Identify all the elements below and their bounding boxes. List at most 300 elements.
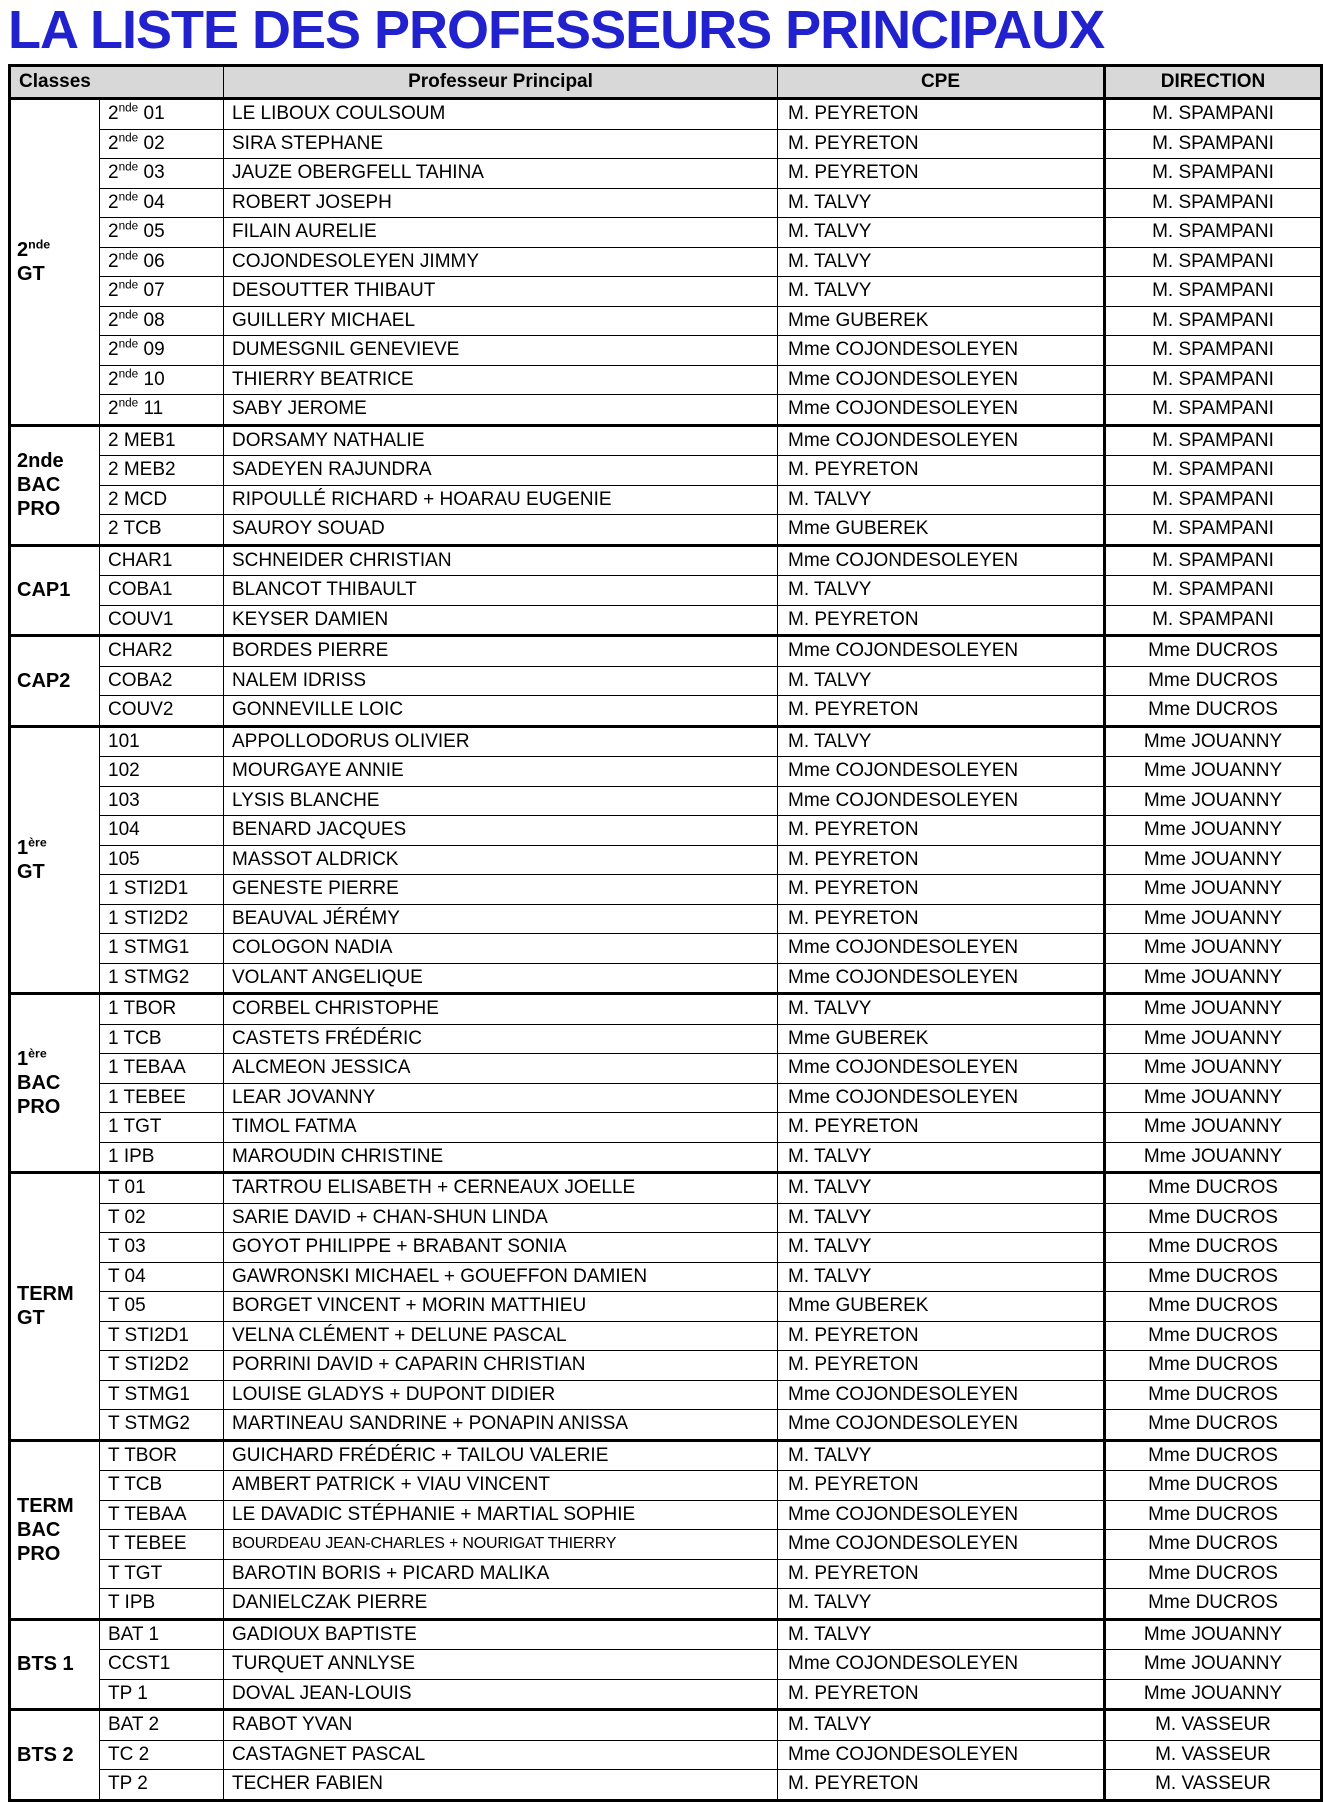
class-code-cell: 2nde 05 — [100, 218, 224, 248]
table-row — [10, 1203, 1322, 1233]
cpe-cell: M. TALVY — [778, 1142, 1105, 1173]
class-code-cell: 2nde 09 — [100, 336, 224, 366]
class-code-cell: T STI2D2 — [100, 1351, 224, 1381]
table-row — [10, 1024, 1322, 1054]
table-row — [10, 963, 1322, 994]
direction-cell: Mme DUCROS — [1105, 1173, 1322, 1204]
professor-cell: SARIE DAVID + CHAN-SHUN LINDA — [224, 1203, 778, 1233]
direction-cell: Mme JOUANNY — [1105, 1024, 1322, 1054]
table-row — [10, 1292, 1322, 1322]
class-code-cell: BAT 2 — [100, 1710, 224, 1741]
direction-cell: Mme DUCROS — [1105, 1471, 1322, 1501]
cpe-cell: Mme COJONDESOLEYEN — [778, 1740, 1105, 1770]
class-code-cell: T 01 — [100, 1173, 224, 1204]
direction-cell: Mme JOUANNY — [1105, 904, 1322, 934]
cpe-cell: Mme GUBEREK — [778, 515, 1105, 546]
professor-cell: CASTAGNET PASCAL — [224, 1740, 778, 1770]
cpe-cell: M. PEYRETON — [778, 1471, 1105, 1501]
professor-cell: GENESTE PIERRE — [224, 875, 778, 905]
table-row — [10, 1410, 1322, 1441]
cpe-cell: Mme GUBEREK — [778, 1024, 1105, 1054]
professor-cell: JAUZE OBERGFELL TAHINA — [224, 159, 778, 189]
table-row — [10, 485, 1322, 515]
cpe-cell: M. PEYRETON — [778, 605, 1105, 636]
professor-cell: BLANCOT THIBAULT — [224, 576, 778, 606]
table-row — [10, 188, 1322, 218]
cpe-cell: M. TALVY — [778, 1589, 1105, 1620]
professor-cell: AMBERT PATRICK + VIAU VINCENT — [224, 1471, 778, 1501]
class-code-cell: 104 — [100, 816, 224, 846]
cpe-cell: Mme COJONDESOLEYEN — [778, 365, 1105, 395]
cpe-cell: M. TALVY — [778, 247, 1105, 277]
direction-cell: M. SPAMPANI — [1105, 365, 1322, 395]
professor-cell: GONNEVILLE LOIC — [224, 696, 778, 727]
table-row — [10, 1173, 1322, 1204]
table-row — [10, 1380, 1322, 1410]
professor-cell: ROBERT JOSEPH — [224, 188, 778, 218]
class-code-cell: T TGT — [100, 1559, 224, 1589]
table-row — [10, 425, 1322, 456]
table-row — [10, 365, 1322, 395]
class-code-cell: TP 1 — [100, 1679, 224, 1710]
cpe-cell: M. PEYRETON — [778, 99, 1105, 130]
direction-cell: Mme JOUANNY — [1105, 786, 1322, 816]
professor-cell: TIMOL FATMA — [224, 1113, 778, 1143]
direction-cell: M. VASSEUR — [1105, 1770, 1322, 1801]
professor-cell: SAUROY SOUAD — [224, 515, 778, 546]
class-code-cell: T TBOR — [100, 1440, 224, 1471]
cpe-cell: Mme COJONDESOLEYEN — [778, 1410, 1105, 1441]
cpe-cell: Mme GUBEREK — [778, 306, 1105, 336]
class-code-cell: 2nde 04 — [100, 188, 224, 218]
direction-cell: Mme JOUANNY — [1105, 845, 1322, 875]
class-code-cell: 2nde 01 — [100, 99, 224, 130]
class-group-cell: CAP2 — [10, 636, 100, 727]
class-group-cell: 2nde BAC PRO — [10, 425, 100, 545]
class-code-cell: T 04 — [100, 1262, 224, 1292]
table-row — [10, 99, 1322, 130]
professor-cell: LE DAVADIC STÉPHANIE + MARTIAL SOPHIE — [224, 1500, 778, 1530]
table-row — [10, 994, 1322, 1025]
class-code-cell: CCST1 — [100, 1650, 224, 1680]
direction-cell: M. SPAMPANI — [1105, 425, 1322, 456]
direction-cell: M. SPAMPANI — [1105, 485, 1322, 515]
table-row — [10, 277, 1322, 307]
class-code-cell: 2nde 08 — [100, 306, 224, 336]
cpe-cell: Mme COJONDESOLEYEN — [778, 425, 1105, 456]
class-code-cell: 102 — [100, 757, 224, 787]
class-code-cell: 1 TEBEE — [100, 1083, 224, 1113]
table-row — [10, 1619, 1322, 1650]
direction-cell: Mme DUCROS — [1105, 1321, 1322, 1351]
direction-cell: Mme DUCROS — [1105, 636, 1322, 667]
direction-cell: M. SPAMPANI — [1105, 247, 1322, 277]
cpe-cell: Mme GUBEREK — [778, 1292, 1105, 1322]
table-row — [10, 1233, 1322, 1263]
header-row — [10, 66, 1322, 99]
class-code-cell: 105 — [100, 845, 224, 875]
direction-cell: Mme DUCROS — [1105, 1351, 1322, 1381]
direction-cell: M. SPAMPANI — [1105, 395, 1322, 426]
table-row — [10, 129, 1322, 159]
class-group-cell: 2nde GT — [10, 99, 100, 426]
class-code-cell: T TCB — [100, 1471, 224, 1501]
cpe-cell: M. TALVY — [778, 726, 1105, 757]
table-row — [10, 306, 1322, 336]
professeurs-principaux-table — [8, 64, 1323, 1802]
table-row — [10, 1530, 1322, 1560]
professor-cell: NALEM IDRISS — [224, 666, 778, 696]
professor-cell: RABOT YVAN — [224, 1710, 778, 1741]
class-code-cell: T STMG2 — [100, 1410, 224, 1441]
table-row — [10, 1770, 1322, 1801]
table-row — [10, 395, 1322, 426]
professor-cell: SABY JEROME — [224, 395, 778, 426]
professor-cell: ALCMEON JESSICA — [224, 1054, 778, 1084]
class-code-cell: 1 TGT — [100, 1113, 224, 1143]
direction-cell: M. SPAMPANI — [1105, 515, 1322, 546]
table-row — [10, 875, 1322, 905]
professor-cell: GUILLERY MICHAEL — [224, 306, 778, 336]
cpe-cell: M. TALVY — [778, 277, 1105, 307]
direction-cell: Mme JOUANNY — [1105, 875, 1322, 905]
professor-cell: BEAUVAL JÉRÉMY — [224, 904, 778, 934]
direction-cell: Mme DUCROS — [1105, 1440, 1322, 1471]
class-group-cell: BTS 2 — [10, 1710, 100, 1801]
class-group-cell: TERM GT — [10, 1173, 100, 1441]
class-group-cell: TERM BAC PRO — [10, 1440, 100, 1619]
class-code-cell: 1 STMG2 — [100, 963, 224, 994]
class-code-cell: T TEBAA — [100, 1500, 224, 1530]
table-row — [10, 1440, 1322, 1471]
table-row — [10, 1262, 1322, 1292]
class-code-cell: 103 — [100, 786, 224, 816]
table-row — [10, 1321, 1322, 1351]
professor-cell: RIPOULLÉ RICHARD + HOARAU EUGENIE — [224, 485, 778, 515]
table-row — [10, 1589, 1322, 1620]
direction-cell: Mme DUCROS — [1105, 1203, 1322, 1233]
direction-cell: Mme DUCROS — [1105, 1500, 1322, 1530]
table-header — [10, 66, 1322, 99]
table-row — [10, 636, 1322, 667]
cpe-cell: Mme COJONDESOLEYEN — [778, 395, 1105, 426]
cpe-cell: M. TALVY — [778, 218, 1105, 248]
class-code-cell: 1 IPB — [100, 1142, 224, 1173]
table-row — [10, 576, 1322, 606]
table-row — [10, 1142, 1322, 1173]
cpe-cell: Mme COJONDESOLEYEN — [778, 1650, 1105, 1680]
cpe-cell: M. TALVY — [778, 666, 1105, 696]
class-code-cell: TC 2 — [100, 1740, 224, 1770]
table-row — [10, 1679, 1322, 1710]
direction-cell: Mme DUCROS — [1105, 1559, 1322, 1589]
professor-cell: DESOUTTER THIBAUT — [224, 277, 778, 307]
table-row — [10, 1559, 1322, 1589]
professor-cell: FILAIN AURELIE — [224, 218, 778, 248]
class-group-cell: BTS 1 — [10, 1619, 100, 1710]
professor-cell: LYSIS BLANCHE — [224, 786, 778, 816]
professor-cell: DORSAMY NATHALIE — [224, 425, 778, 456]
class-code-cell: COBA2 — [100, 666, 224, 696]
direction-cell: M. SPAMPANI — [1105, 218, 1322, 248]
table-row — [10, 456, 1322, 486]
direction-cell: Mme JOUANNY — [1105, 1113, 1322, 1143]
professor-cell: BORDES PIERRE — [224, 636, 778, 667]
professor-cell: BAROTIN BORIS + PICARD MALIKA — [224, 1559, 778, 1589]
direction-cell: Mme DUCROS — [1105, 1262, 1322, 1292]
cpe-cell: M. TALVY — [778, 1710, 1105, 1741]
table-row — [10, 726, 1322, 757]
direction-cell: Mme DUCROS — [1105, 1589, 1322, 1620]
direction-cell: M. VASSEUR — [1105, 1710, 1322, 1741]
table-row — [10, 159, 1322, 189]
table-row — [10, 816, 1322, 846]
class-code-cell: COBA1 — [100, 576, 224, 606]
professor-cell: MASSOT ALDRICK — [224, 845, 778, 875]
class-code-cell: 2 MEB1 — [100, 425, 224, 456]
class-code-cell: CHAR2 — [100, 636, 224, 667]
header-classes: Classes — [10, 66, 224, 99]
class-code-cell: 1 STI2D1 — [100, 875, 224, 905]
direction-cell: Mme JOUANNY — [1105, 1083, 1322, 1113]
professor-cell: PORRINI DAVID + CAPARIN CHRISTIAN — [224, 1351, 778, 1381]
cpe-cell: M. TALVY — [778, 1440, 1105, 1471]
professor-cell: VELNA CLÉMENT + DELUNE PASCAL — [224, 1321, 778, 1351]
direction-cell: Mme JOUANNY — [1105, 1619, 1322, 1650]
cpe-cell: Mme COJONDESOLEYEN — [778, 1530, 1105, 1560]
cpe-cell: Mme COJONDESOLEYEN — [778, 636, 1105, 667]
table-row — [10, 515, 1322, 546]
table-row — [10, 336, 1322, 366]
professor-cell: GOYOT PHILIPPE + BRABANT SONIA — [224, 1233, 778, 1263]
page-title: LA LISTE DES PROFESSEURS PRINCIPAUX — [8, 0, 1105, 60]
table-row — [10, 904, 1322, 934]
professor-cell: BORGET VINCENT + MORIN MATTHIEU — [224, 1292, 778, 1322]
cpe-cell: M. TALVY — [778, 576, 1105, 606]
class-code-cell: 2 MEB2 — [100, 456, 224, 486]
professor-cell: LOUISE GLADYS + DUPONT DIDIER — [224, 1380, 778, 1410]
table-row — [10, 218, 1322, 248]
class-code-cell: T IPB — [100, 1589, 224, 1620]
table-row — [10, 1710, 1322, 1741]
cpe-cell: M. TALVY — [778, 994, 1105, 1025]
professor-cell: MARTINEAU SANDRINE + PONAPIN ANISSA — [224, 1410, 778, 1441]
cpe-cell: M. TALVY — [778, 1173, 1105, 1204]
cpe-cell: M. PEYRETON — [778, 159, 1105, 189]
table-row — [10, 666, 1322, 696]
class-code-cell: CHAR1 — [100, 545, 224, 576]
class-code-cell: BAT 1 — [100, 1619, 224, 1650]
class-code-cell: T 02 — [100, 1203, 224, 1233]
professor-cell: APPOLLODORUS OLIVIER — [224, 726, 778, 757]
cpe-cell: M. PEYRETON — [778, 456, 1105, 486]
table-row — [10, 1054, 1322, 1084]
professor-cell: VOLANT ANGELIQUE — [224, 963, 778, 994]
direction-cell: M. SPAMPANI — [1105, 159, 1322, 189]
class-group-cell: CAP1 — [10, 545, 100, 636]
professor-cell: SCHNEIDER CHRISTIAN — [224, 545, 778, 576]
cpe-cell: M. PEYRETON — [778, 129, 1105, 159]
class-code-cell: T 05 — [100, 1292, 224, 1322]
cpe-cell: Mme COJONDESOLEYEN — [778, 1083, 1105, 1113]
cpe-cell: M. PEYRETON — [778, 1770, 1105, 1801]
header-cpe: CPE — [778, 66, 1105, 99]
direction-cell: Mme JOUANNY — [1105, 994, 1322, 1025]
cpe-cell: M. TALVY — [778, 1233, 1105, 1263]
cpe-cell: M. PEYRETON — [778, 1321, 1105, 1351]
class-code-cell: 101 — [100, 726, 224, 757]
class-code-cell: COUV2 — [100, 696, 224, 727]
professor-cell: TECHER FABIEN — [224, 1770, 778, 1801]
direction-cell: M. SPAMPANI — [1105, 545, 1322, 576]
direction-cell: Mme JOUANNY — [1105, 1142, 1322, 1173]
professor-cell: DOVAL JEAN-LOUIS — [224, 1679, 778, 1710]
class-code-cell: 1 TBOR — [100, 994, 224, 1025]
cpe-cell: M. PEYRETON — [778, 696, 1105, 727]
cpe-cell: M. PEYRETON — [778, 875, 1105, 905]
class-code-cell: 1 STMG1 — [100, 934, 224, 964]
professor-cell: SADEYEN RAJUNDRA — [224, 456, 778, 486]
direction-cell: Mme JOUANNY — [1105, 1054, 1322, 1084]
cpe-cell: Mme COJONDESOLEYEN — [778, 757, 1105, 787]
professor-cell: CORBEL CHRISTOPHE — [224, 994, 778, 1025]
table-row — [10, 757, 1322, 787]
class-code-cell: 1 TEBAA — [100, 1054, 224, 1084]
table-row — [10, 786, 1322, 816]
table-row — [10, 934, 1322, 964]
cpe-cell: Mme COJONDESOLEYEN — [778, 934, 1105, 964]
cpe-cell: M. TALVY — [778, 1203, 1105, 1233]
direction-cell: Mme DUCROS — [1105, 1233, 1322, 1263]
table-row — [10, 1351, 1322, 1381]
professor-cell: DUMESGNIL GENEVIEVE — [224, 336, 778, 366]
table-row — [10, 605, 1322, 636]
class-code-cell: 2 MCD — [100, 485, 224, 515]
class-code-cell: T 03 — [100, 1233, 224, 1263]
table-row — [10, 545, 1322, 576]
table-row — [10, 247, 1322, 277]
class-code-cell: 2 TCB — [100, 515, 224, 546]
class-group-cell: 1ère BAC PRO — [10, 994, 100, 1173]
table-row — [10, 1500, 1322, 1530]
direction-cell: M. SPAMPANI — [1105, 576, 1322, 606]
direction-cell: M. SPAMPANI — [1105, 129, 1322, 159]
cpe-cell: M. TALVY — [778, 188, 1105, 218]
class-code-cell: COUV1 — [100, 605, 224, 636]
table-row — [10, 845, 1322, 875]
direction-cell: Mme DUCROS — [1105, 1380, 1322, 1410]
cpe-cell: M. PEYRETON — [778, 1351, 1105, 1381]
professor-cell: GADIOUX BAPTISTE — [224, 1619, 778, 1650]
class-code-cell: 2nde 07 — [100, 277, 224, 307]
direction-cell: Mme JOUANNY — [1105, 1679, 1322, 1710]
cpe-cell: Mme COJONDESOLEYEN — [778, 545, 1105, 576]
cpe-cell: Mme COJONDESOLEYEN — [778, 786, 1105, 816]
direction-cell: Mme JOUANNY — [1105, 757, 1322, 787]
professor-cell: GUICHARD FRÉDÉRIC + TAILOU VALERIE — [224, 1440, 778, 1471]
cpe-cell: M. TALVY — [778, 1262, 1105, 1292]
class-code-cell: TP 2 — [100, 1770, 224, 1801]
cpe-cell: Mme COJONDESOLEYEN — [778, 1054, 1105, 1084]
professor-cell: MOURGAYE ANNIE — [224, 757, 778, 787]
direction-cell: M. SPAMPANI — [1105, 336, 1322, 366]
direction-cell: Mme DUCROS — [1105, 696, 1322, 727]
header-professeur-principal: Professeur Principal — [224, 66, 778, 99]
cpe-cell: M. PEYRETON — [778, 1559, 1105, 1589]
cpe-cell: M. TALVY — [778, 485, 1105, 515]
class-code-cell: 2nde 03 — [100, 159, 224, 189]
table-row — [10, 1083, 1322, 1113]
class-code-cell: T TEBEE — [100, 1530, 224, 1560]
direction-cell: M. SPAMPANI — [1105, 277, 1322, 307]
professor-cell: DANIELCZAK PIERRE — [224, 1589, 778, 1620]
direction-cell: Mme JOUANNY — [1105, 1650, 1322, 1680]
table-row — [10, 1740, 1322, 1770]
class-code-cell: T STI2D1 — [100, 1321, 224, 1351]
direction-cell: M. SPAMPANI — [1105, 99, 1322, 130]
professor-cell: COLOGON NADIA — [224, 934, 778, 964]
direction-cell: Mme DUCROS — [1105, 1410, 1322, 1441]
professor-cell: KEYSER DAMIEN — [224, 605, 778, 636]
cpe-cell: Mme COJONDESOLEYEN — [778, 1380, 1105, 1410]
direction-cell: Mme JOUANNY — [1105, 963, 1322, 994]
table-row — [10, 1113, 1322, 1143]
professor-cell: THIERRY BEATRICE — [224, 365, 778, 395]
cpe-cell: M. PEYRETON — [778, 816, 1105, 846]
class-code-cell: 1 STI2D2 — [100, 904, 224, 934]
table-body — [10, 99, 1322, 1801]
professor-cell: TURQUET ANNLYSE — [224, 1650, 778, 1680]
direction-cell: Mme DUCROS — [1105, 666, 1322, 696]
class-code-cell: 1 TCB — [100, 1024, 224, 1054]
table-row — [10, 1471, 1322, 1501]
professor-cell: CASTETS FRÉDÉRIC — [224, 1024, 778, 1054]
class-code-cell: 2nde 02 — [100, 129, 224, 159]
cpe-cell: Mme COJONDESOLEYEN — [778, 1500, 1105, 1530]
cpe-cell: M. PEYRETON — [778, 904, 1105, 934]
professor-cell: COJONDESOLEYEN JIMMY — [224, 247, 778, 277]
cpe-cell: Mme COJONDESOLEYEN — [778, 336, 1105, 366]
table-row — [10, 696, 1322, 727]
professor-cell: TARTROU ELISABETH + CERNEAUX JOELLE — [224, 1173, 778, 1204]
direction-cell: M. SPAMPANI — [1105, 306, 1322, 336]
direction-cell: Mme JOUANNY — [1105, 934, 1322, 964]
table-row — [10, 1650, 1322, 1680]
professor-cell: LE LIBOUX COULSOUM — [224, 99, 778, 130]
cpe-cell: M. TALVY — [778, 1619, 1105, 1650]
professor-cell: MAROUDIN CHRISTINE — [224, 1142, 778, 1173]
professor-cell: LEAR JOVANNY — [224, 1083, 778, 1113]
cpe-cell: Mme COJONDESOLEYEN — [778, 963, 1105, 994]
direction-cell: Mme DUCROS — [1105, 1530, 1322, 1560]
direction-cell: M. SPAMPANI — [1105, 456, 1322, 486]
class-code-cell: T STMG1 — [100, 1380, 224, 1410]
professor-cell: BOURDEAU JEAN-CHARLES + NOURIGAT THIERRY — [224, 1530, 778, 1560]
professor-cell: BENARD JACQUES — [224, 816, 778, 846]
class-code-cell: 2nde 11 — [100, 395, 224, 426]
direction-cell: Mme JOUANNY — [1105, 816, 1322, 846]
direction-cell: Mme JOUANNY — [1105, 726, 1322, 757]
direction-cell: M. VASSEUR — [1105, 1740, 1322, 1770]
cpe-cell: M. PEYRETON — [778, 1679, 1105, 1710]
class-group-cell: 1ère GT — [10, 726, 100, 994]
direction-cell: Mme DUCROS — [1105, 1292, 1322, 1322]
professor-cell: GAWRONSKI MICHAEL + GOUEFFON DAMIEN — [224, 1262, 778, 1292]
cpe-cell: M. PEYRETON — [778, 1113, 1105, 1143]
cpe-cell: M. PEYRETON — [778, 845, 1105, 875]
direction-cell: M. SPAMPANI — [1105, 188, 1322, 218]
direction-cell: M. SPAMPANI — [1105, 605, 1322, 636]
